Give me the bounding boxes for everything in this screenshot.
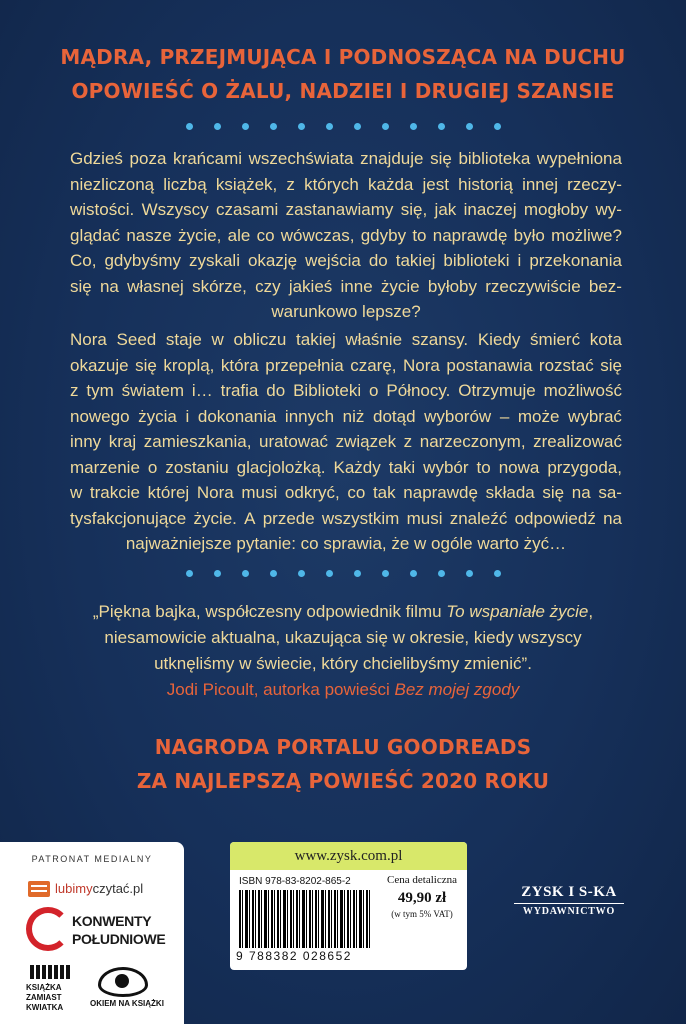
dot-divider	[0, 570, 686, 577]
partner-logos	[26, 963, 176, 1021]
isbn-text: ISBN 978-83-8202-865-2	[239, 876, 351, 887]
blurb-line: Gdzieś poza krańcami wszechświata znajduje się biblioteka wypełniona	[70, 149, 622, 168]
quote-attribution: Jodi Picoult, autorka powieści Bez mojej zgody	[166, 680, 520, 699]
blurb-line: Co, gdybyśmy zyskali okazję wejścia do takiej biblioteki i przekonania	[70, 251, 622, 270]
blurb-paragraph-2	[70, 327, 622, 557]
headline-line: OPOWIEŚĆ O ŻALU, NADZIEI I DRUGIEJ SZANSIE	[71, 79, 615, 103]
price-label: Cena detaliczna	[387, 874, 457, 886]
publisher-logo: ZYSK I S-KA WYDAWNICTWO	[514, 884, 624, 917]
award-line: NAGRODA PORTALU GOODREADS	[154, 735, 532, 759]
konwenty-poludniowe-logo: KONWENTY POŁUDNIOWE	[26, 907, 176, 957]
website-url: www.zysk.com.pl	[230, 842, 467, 870]
ring-icon	[26, 907, 70, 951]
price-vat: (w tym 5% VAT)	[391, 909, 453, 919]
lubimyczytac-logo: lubimyczytać.pl	[28, 879, 178, 901]
blurb-line: niezliczoną liczbą książek, z których każda jest historią innej rzeczy-	[70, 174, 622, 194]
ksiazka-zamiast-kwiatka-logo: KSIĄŻKA ZAMIAST KWIATKA	[26, 963, 78, 1015]
blurb-line: się na własnej skórze, czy jakieś inne życie byłoby rzeczywiście bez-	[70, 276, 622, 296]
blurb-line: inny kraj zamieszkania, uratować związek z narzeczonym, zrealizować	[70, 432, 622, 451]
headline-line: MĄDRA, PRZEJMUJĄCA I PODNOSZĄCA NA DUCHU	[60, 45, 626, 69]
blurb-line: glądać nasze życie, ale co wówczas, gdyby to naprawdę było możliwe?	[70, 225, 622, 245]
blurb-line: nowego życia i dokonania innych niż dotąd wyborów – może wybrać	[70, 406, 622, 426]
blurb-paragraph-1	[70, 146, 622, 325]
quote-line: niesamowicie aktualna, ukazująca się w okresie, kiedy wszyscy	[104, 628, 582, 647]
blurb-line: okazuje się kroplą, która przepełnia czarę, Nora postanawia rozstać się	[70, 355, 622, 375]
blurb-line: warunkowo lepsze?	[271, 302, 421, 321]
blurb-line: marzenie o zostaniu glacjolożką. Każdy taki wybór to nowa przygoda,	[70, 457, 622, 477]
price-value: 49,90 zł	[397, 890, 447, 906]
blurb-line: w trakcie której Nora musi odkryć, co tak naprawdę składa się na sa-	[70, 483, 622, 502]
price-block	[380, 874, 464, 919]
award-line: ZA NAJLEPSZĄ POWIEŚĆ 2020 ROKU	[136, 769, 550, 793]
barcode	[239, 890, 371, 948]
bookshelf-icon	[30, 965, 70, 979]
review-quote	[0, 599, 686, 703]
headline-top	[0, 40, 686, 108]
isbn-price-box	[230, 842, 467, 970]
blurb-line: Nora Seed staje w obliczu takiej właśnie szansy. Kiedy śmierć kota	[70, 330, 622, 349]
barcode-number: 9 788382 028652	[236, 949, 352, 963]
quote-line: „Piękna bajka, współczesny odpowiednik filmu To wspaniałe życie,	[92, 602, 594, 621]
blurb-line: tysfakcjonujące życie. A przede wszystkim musi znaleźć odpowiedź na	[70, 508, 622, 528]
dot-divider	[0, 123, 686, 130]
blurb-line: wistości. Wszyscy czasami zastanawiamy się, jak inaczej mogłoby wy-	[70, 200, 622, 219]
blurb-line: z tym światem i… trafia do Biblioteki o Północy. Otrzymuje możliwość	[70, 381, 622, 400]
book-icon	[28, 881, 50, 897]
quote-line: utknęliśmy w świecie, który chcielibyśmy zmienić”.	[154, 654, 532, 673]
patronage-title: PATRONAT MEDIALNY	[31, 854, 153, 864]
award-headline	[0, 730, 686, 798]
blurb-line: najważniejsze pytanie: co sprawia, że w ogóle warto żyć…	[125, 534, 567, 553]
okiem-na-ksiazki-logo: OKIEM NA KSIĄŻKI	[88, 963, 168, 1019]
